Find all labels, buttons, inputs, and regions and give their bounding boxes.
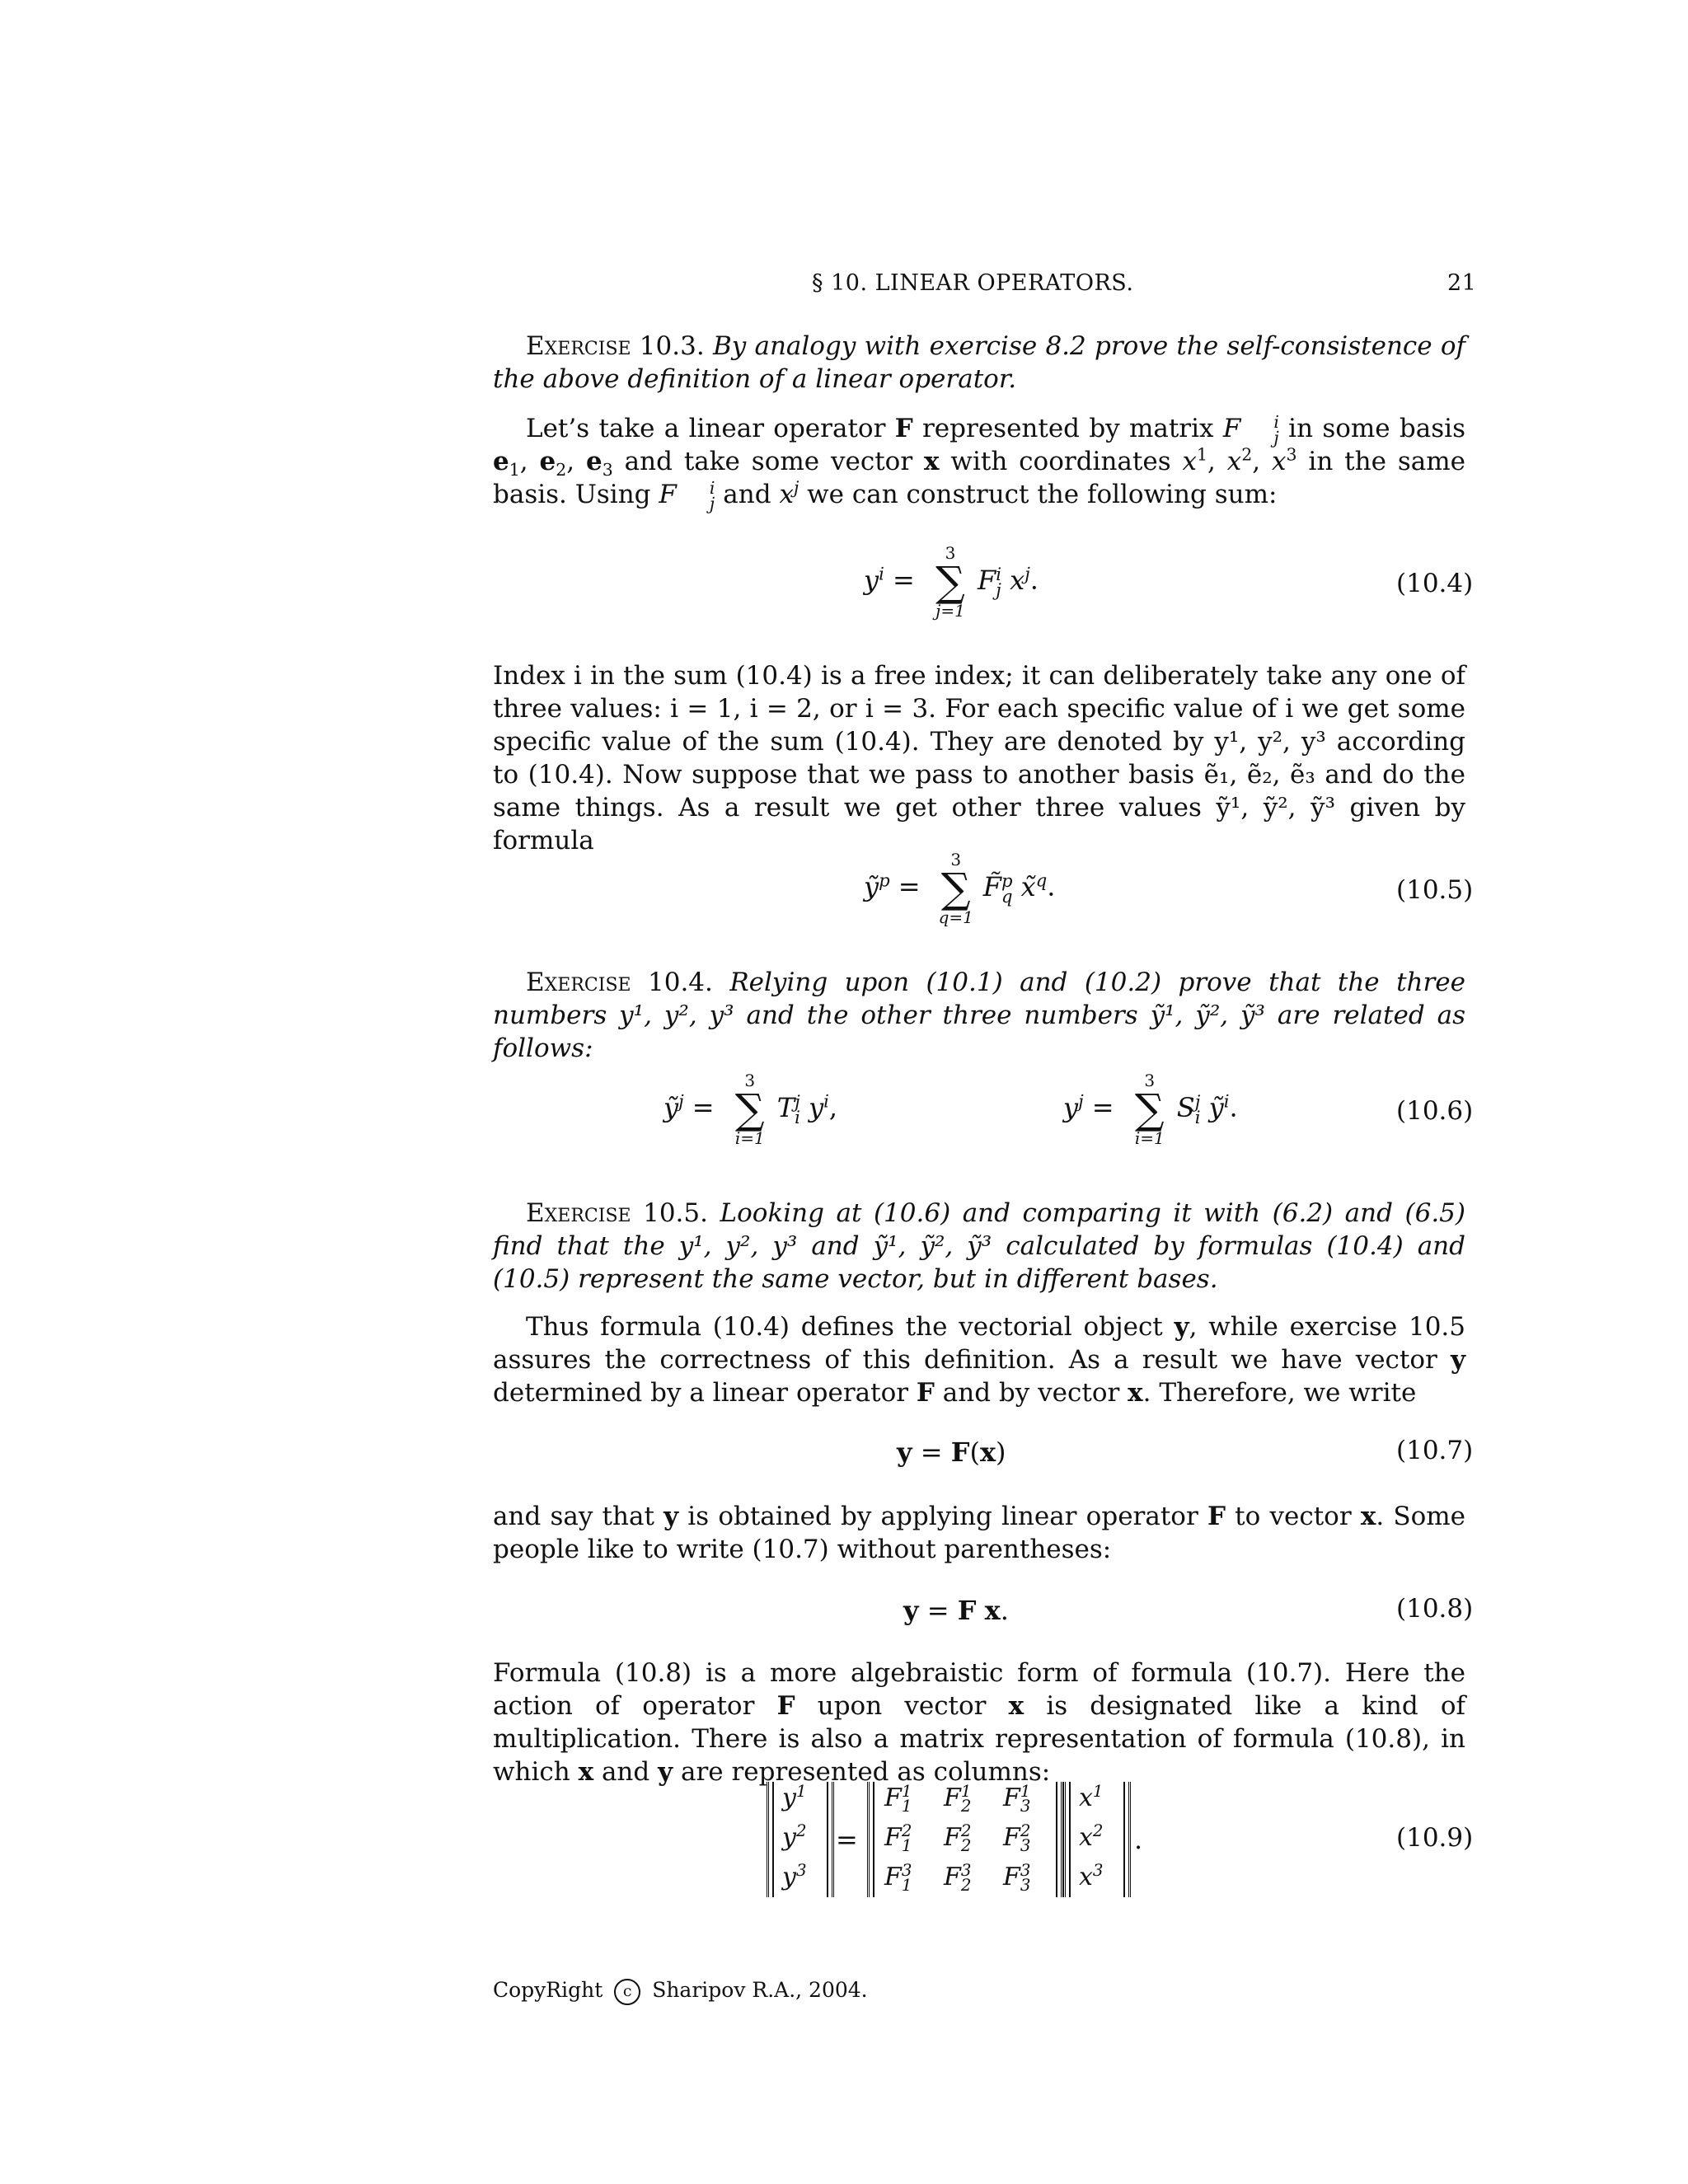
paragraph-1: Let’s take a linear operator F represented by matrix F i j in some basis $e_1$, $e_2$, $e_3$ and take some vector x with coordinates $x^1$, $x^2$, $x^3$ in the same basis. Using F i j and $x^j$ we can construct the following sum: [493, 412, 1465, 513]
equation-10-6-right: $y^j$ = 3 ∑ i=1 S j i ỹ$^i$. [1063, 1071, 1238, 1148]
text-run: are represented as columns: [673, 1757, 1051, 1787]
text-run: in some basis [1278, 414, 1465, 443]
text-run: and say that [493, 1502, 664, 1531]
paragraph-2: Index i in the sum (10.4) is a free index; it can deliberately take any one of three values: i = 1, i = 2, or i = 3. For each specific value of i we get some specific value of the sum (10.4). They are denoted by y¹, y², y³ according to (10.4). Now suppose that we pass to another basis ẽ₁, ẽ₂, ẽ₃ and do the same things. As a result we get other three values ỹ¹, ỹ², ỹ³ given by formula [493, 661, 1465, 855]
matrix-f: F 1 1 F 1 2 F 1 3 F 2 1 F 2 2 F 2 3 F 3 1 F 3 2 F 3 3 [867, 1782, 1063, 1897]
equation-10-7: y = F(x) [897, 1436, 1006, 1468]
equation-number: (10.9) [1396, 1823, 1474, 1853]
equation-number: (10.5) [1396, 875, 1474, 905]
equation-number: (10.4) [1396, 569, 1474, 598]
equation-number: (10.7) [1396, 1436, 1474, 1465]
paragraph-5: Formula (10.8) is a more algebraistic form of formula (10.7). Here the action of operator F upon vector x is designated like a kind of multiplication. There is also a matrix representation of formula (10.8), in which x and y are represented as columns: [493, 1658, 1465, 1787]
text-run: is designated like a kind of multiplication. There is also a matrix representation of formula (10.8), in which [493, 1691, 1465, 1787]
equation-10-6-left: ỹ$^j$ = 3 ∑ i=1 T j i $y^i$, [663, 1071, 838, 1148]
period: . [1134, 1824, 1143, 1855]
exercise-10-3 [493, 330, 1465, 396]
text-run: we can construct the following sum: [799, 480, 1278, 509]
text-run: to vector [1225, 1502, 1361, 1531]
text-run: Formula (10.8) is a more algebraistic form of formula (10.7). Here the action of operator [493, 1658, 1465, 1721]
running-header-title: § 10. LINEAR OPERATORS. [812, 270, 1134, 296]
matrix-x: $x^1$ $x^2$ $x^3$ [1063, 1782, 1131, 1897]
text-run: and by vector [934, 1378, 1128, 1408]
text-run: determined by a linear operator [493, 1378, 917, 1408]
copyright-footer [493, 1978, 868, 2005]
matrix-y: $y^1$ $y^2$ $y^3$ [767, 1782, 834, 1897]
equation-10-8: y = F x. [903, 1595, 1009, 1626]
paragraph-3: Thus formula (10.4) defines the vectorial object y, while exercise 10.5 assures the correctness of this definition. As a result we have vector y determined by a linear operator F and by vector x. Therefore, we write [493, 1312, 1466, 1408]
equals-sign: = [836, 1824, 858, 1855]
exercise-label: Exercise 10.5. [526, 1198, 708, 1228]
text-run: , while exercise 10.5 assures the correctness of this definition. As a result we have vector [493, 1312, 1466, 1375]
equation-10-4: $y^i$ = 3 ∑ j=1 F i j $x^j$. [864, 543, 1039, 621]
exercise-text: Relying upon (10.1) and (10.2) prove that the three numbers y¹, y², y³ and the other three numbers ỹ¹, ỹ², ỹ³ are related as follows: [493, 968, 1466, 1063]
text-run: is obtained by applying linear operator [678, 1502, 1207, 1531]
copyright-prefix: CopyRight [493, 1978, 603, 2002]
text-run: with coordinates [939, 447, 1183, 476]
copyright-suffix: Sharipov R.A., 2004. [652, 1978, 868, 2002]
text-run: and take some vector [612, 447, 925, 476]
text-run: and [593, 1757, 659, 1787]
text-run: Thus formula (10.4) defines the vectorial object [526, 1312, 1175, 1342]
copyright-icon: c [614, 1979, 640, 2005]
text-run: represented by matrix [912, 414, 1223, 443]
exercise-label: Exercise 10.4. [526, 968, 713, 997]
paragraph-4: and say that y is obtained by applying linear operator F to vector x. Some people like to write (10.7) without parentheses: [493, 1502, 1465, 1564]
text-run: in the same basis. Using [493, 447, 1465, 509]
equation-number: (10.8) [1396, 1594, 1474, 1624]
text-run: upon vector [795, 1691, 1009, 1721]
text-run: . Therefore, we write [1142, 1378, 1417, 1408]
exercise-10-5 [493, 1197, 1465, 1296]
text-run: and [715, 480, 780, 509]
text-run: Let’s take a linear operator [526, 414, 895, 443]
equation-number: (10.6) [1396, 1096, 1474, 1126]
exercise-text: Looking at (10.6) and comparing it with (6.2) and (6.5) find that the y¹, y², y³ and ỹ¹, ỹ², ỹ³ calculated by formulas (10.4) and (10.5) represent the same vector, but in different bases. [493, 1198, 1465, 1294]
exercise-label: Exercise 10.3. [526, 331, 705, 361]
equation-10-5: ỹ$^p$ = 3 ∑ q=1 F̃ p q x̃$^q$. [864, 850, 1056, 927]
exercise-10-4 [493, 966, 1465, 1065]
exercise-text: By analogy with exercise 8.2 prove the self-consistence of the above definition of a linear operator. [493, 331, 1465, 394]
text-run: . Some people like to write (10.7) without parentheses: [493, 1502, 1465, 1564]
page-number: 21 [1447, 270, 1477, 296]
